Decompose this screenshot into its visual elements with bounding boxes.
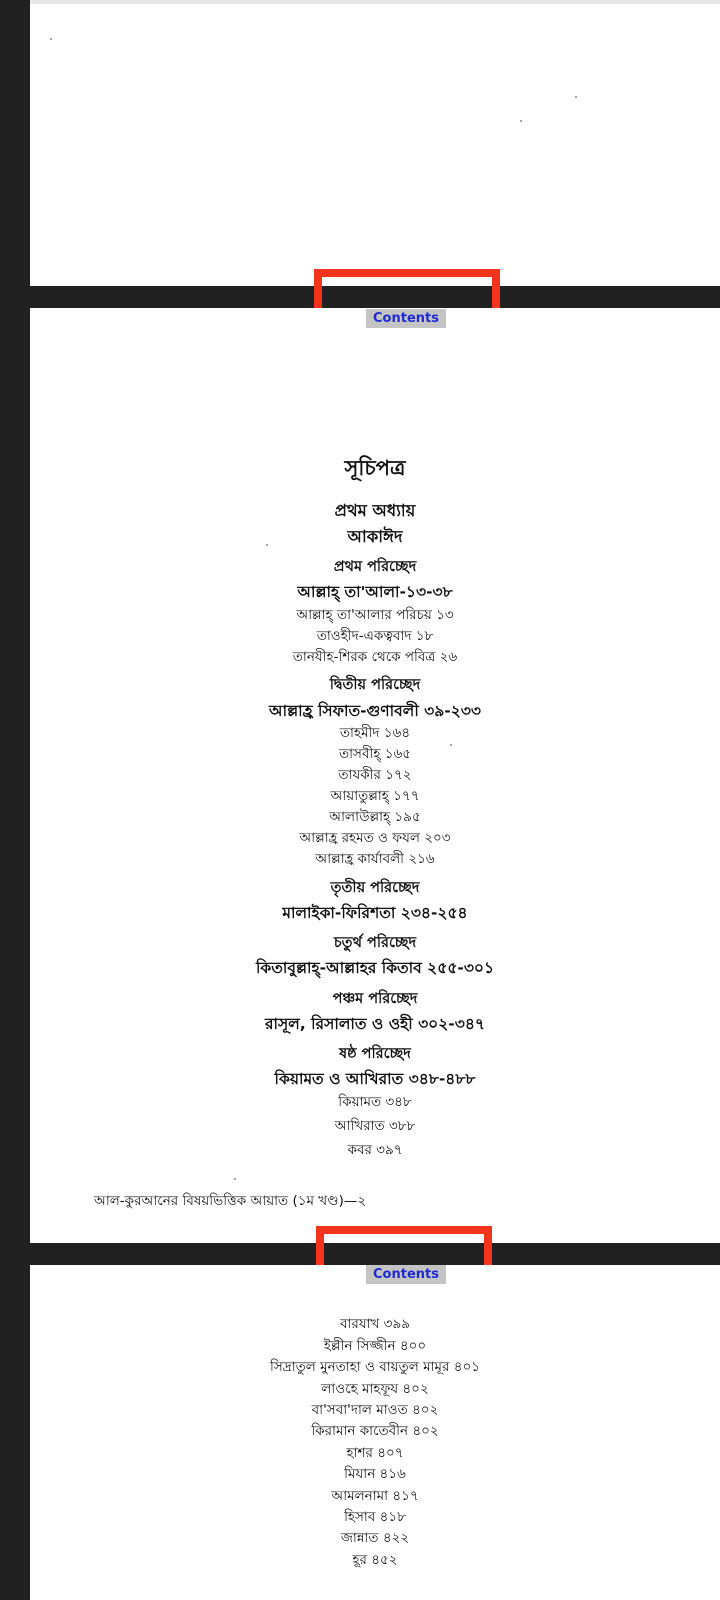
page-footer: আল-কুরআনের বিষয়ভিত্তিক আয়াত (১ম খণ্ড)—২ bbox=[94, 1193, 367, 1209]
toc-item[interactable]: ইল্লীন সিজ্জীন ৪০০ bbox=[323, 1338, 427, 1354]
toc-item[interactable]: বারযাখ ৩৯৯ bbox=[339, 1316, 410, 1332]
scan-speck bbox=[234, 1178, 236, 1180]
toc-item[interactable]: তাযকীর ১৭২ bbox=[338, 767, 412, 783]
top-rule bbox=[30, 0, 720, 4]
contents-button[interactable]: Contents bbox=[366, 309, 446, 328]
toc-item[interactable]: জান্নাত ৪২২ bbox=[340, 1530, 410, 1546]
chapter-label: প্রথম অধ্যায় bbox=[334, 501, 416, 520]
toc-item[interactable]: কিরামান কাতেবীন ৪০২ bbox=[311, 1423, 439, 1439]
toc-item[interactable]: কবর ৩৯৭ bbox=[347, 1142, 403, 1158]
contents-button[interactable]: Contents bbox=[366, 1265, 446, 1284]
scan-speck bbox=[50, 38, 52, 40]
chapter-name: আকাঈদ bbox=[347, 527, 403, 546]
section-range[interactable]: রাসূল, রিসালাত ও ওহী ৩০২-৩৪৭ bbox=[265, 1015, 485, 1033]
page-3 bbox=[30, 1265, 720, 1600]
scan-speck bbox=[450, 744, 452, 746]
toc-item[interactable]: বা'সবা'দাল মাওত ৪০২ bbox=[311, 1402, 439, 1418]
section-heading: দ্বিতীয় পরিচ্ছেদ bbox=[329, 677, 421, 693]
scan-speck bbox=[575, 96, 577, 98]
toc-item[interactable]: আল্লাহ্ তা'আলার পরিচয় ১৩ bbox=[296, 607, 454, 623]
toc-item[interactable]: তাওহীদ-একত্ববাদ ১৮ bbox=[316, 628, 434, 644]
toc-item[interactable]: লাওহে মাহফূয ৪০২ bbox=[321, 1381, 429, 1397]
section-range[interactable]: আল্লাহ্র সিফাত-গুণাবলী ৩৯-২৩৩ bbox=[269, 702, 481, 720]
section-heading: ষষ্ঠ পরিচ্ছেদ bbox=[339, 1046, 411, 1062]
page-1 bbox=[30, 0, 720, 286]
toc-item[interactable]: মিযান ৪১৬ bbox=[344, 1466, 406, 1482]
toc-item[interactable]: তাহমীদ ১৬৪ bbox=[339, 725, 411, 741]
section-range[interactable]: মালাইকা-ফিরিশতা ২৩৪-২৫৪ bbox=[282, 904, 468, 922]
section-range[interactable]: কিতাবুল্লাহ্-আল্লাহর কিতাব ২৫৫-৩০১ bbox=[255, 959, 495, 977]
section-heading: তৃতীয় পরিচ্ছেদ bbox=[330, 880, 420, 896]
toc-item[interactable]: আয়াতুল্লাহ্ ১৭৭ bbox=[330, 788, 420, 804]
toc-item[interactable]: আমলনামা ৪১৭ bbox=[331, 1488, 419, 1504]
section-heading: প্রথম পরিচ্ছেদ bbox=[333, 559, 417, 575]
section-range[interactable]: কিয়ামত ও আখিরাত ৩৪৮-৪৮৮ bbox=[274, 1070, 476, 1088]
page-2 bbox=[30, 308, 720, 1243]
toc-item[interactable]: আখিরাত ৩৮৮ bbox=[334, 1118, 416, 1134]
scan-speck bbox=[266, 544, 268, 546]
toc-item[interactable]: তানযীহ-শিরক থেকে পবিত্র ২৬ bbox=[292, 649, 458, 665]
section-heading: পঞ্চম পরিচ্ছেদ bbox=[332, 991, 418, 1007]
toc-item[interactable]: কিয়ামত ৩৪৮ bbox=[338, 1094, 412, 1110]
section-heading: চতুর্থ পরিচ্ছেদ bbox=[333, 935, 417, 951]
section-range[interactable]: আল্লাহ্ তা'আলা-১৩-৩৮ bbox=[297, 583, 453, 601]
toc-item[interactable]: তাসবীহ্ ১৬৫ bbox=[338, 746, 412, 762]
toc-title: সূচিপত্র bbox=[344, 456, 406, 480]
toc-item[interactable]: সিদ্রাতুল মুনতাহা ও বায়তুল মামূর ৪০১ bbox=[269, 1359, 481, 1375]
toc-item[interactable]: হাশর ৪০৭ bbox=[346, 1445, 404, 1461]
toc-item[interactable]: আল্লাহ্র রহমত ও ফযল ২০৩ bbox=[299, 830, 451, 846]
toc-item[interactable]: হূর ৪৫২ bbox=[352, 1552, 398, 1568]
toc-item[interactable]: হিসাব ৪১৮ bbox=[344, 1509, 406, 1525]
scan-speck bbox=[520, 120, 522, 122]
toc-item[interactable]: আল্লাহ্র কার্যাবলী ২১৬ bbox=[315, 851, 435, 867]
toc-item[interactable]: আলাউল্লাহ্ ১৯৫ bbox=[329, 809, 421, 825]
